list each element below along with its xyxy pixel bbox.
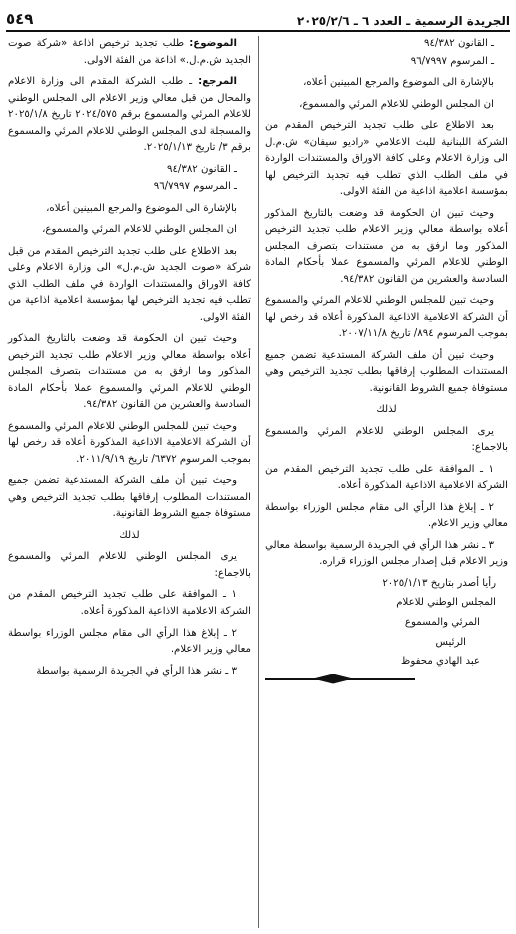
decision-item: ١ ـ الموافقة على طلب تجديد الترخيص المقدم من الشركة الاعلامية الاذاعية المذكورة أعلاه. bbox=[8, 589, 251, 617]
paragraph: وحيث تبين للمجلس الوطني للاعلام المرئي والمسموع أن الشركة الاعلامية الاذاعية المذكورة أعلاه قد رخص لها بموجب المرسوم ٦٣٧٢/ تاريخ ٢٠١١/٩/١٩. bbox=[8, 420, 251, 465]
therefore-heading: لذلك bbox=[376, 404, 397, 416]
page-header bbox=[6, 6, 510, 28]
decision-item: ١ ـ الموافقة على طلب تجديد الترخيص المقدم من الشركة الاعلامية الاذاعية المذكورة أعلاه. bbox=[265, 463, 508, 492]
subject-label: الموضوع: bbox=[189, 38, 237, 49]
paragraph: وحيث تبين أن ملف الشركة المستدعية تضمن جميع المستندات المطلوب إرفاقها بطلب تجديد الترخيص وهي مستوفاة جميع الشروط القانونية. bbox=[8, 475, 251, 520]
signature-role: الرئيس bbox=[435, 636, 466, 648]
ref-decree: ـ المرسوم ٩٦/٧٩٩٧ bbox=[153, 181, 237, 193]
paragraph: بعد الاطلاع على طلب تجديد الترخيص المقدم من الشركة اللبنانية للبث الاعلامي «راديو سيفان» ش.م.ل الى وزارة الاعلام وعلى كافة الاوراق والمستندات الواردة في ملف الطلب الذي تطلب فيه تجديد الترخيص لها بمؤسسة اعلامية اذاعية من الفئة الاولى. bbox=[265, 120, 508, 198]
ref-law: ـ القانون ٩٤/٣٨٢ bbox=[166, 163, 237, 175]
subject-text: طلب تجديد ترخيص اذاعة «شركة صوت الجديد ش.م.ل.» اذاعة من الفئة الاولى. bbox=[8, 38, 251, 66]
decision-intro: يرى المجلس الوطني للاعلام المرئي والمسموع بالاجماع: bbox=[265, 425, 508, 454]
decision-item: ٣ ـ نشر هذا الرأي في الجريدة الرسمية بواسطة معالي وزير الاعلام قبل إصدار مجلس الوزراء قراره. bbox=[265, 539, 508, 568]
paragraph: وحيث تبين أن ملف الشركة المستدعية تضمن جميع المستندات المطلوب إرفاقها بطلب تجديد الترخيص وهي مستوفاة جميع الشروط القانونية. bbox=[265, 349, 508, 394]
header-rule bbox=[6, 30, 510, 32]
right-column bbox=[265, 36, 508, 928]
signature-name: عبد الهادي محفوظ bbox=[400, 656, 480, 668]
end-ornament bbox=[265, 675, 508, 683]
therefore-heading: لذلك bbox=[119, 529, 140, 541]
reference-line bbox=[8, 74, 251, 157]
gazette-title: الجريدة الرسمية ـ العدد ٦ ـ ٢٠٢٥/٢/٦ bbox=[296, 14, 510, 28]
decision-item: ٢ ـ إبلاغ هذا الرأي الى مقام مجلس الوزراء بواسطة معالي وزير الاعلام. bbox=[265, 501, 508, 530]
paragraph: وحيث تبين ان الحكومة قد وضعت بالتاريخ المذكور أعلاه بواسطة معالي وزير الاعلام طلب تجديد الترخيص المذكور وما ارفق به من مستندات بتصرف المجلس الوطني للاعلام المرئي والمسموع عملا بأحكام المادة السادسة والعشرين من القانون ٩٤/٣٨٢. bbox=[265, 207, 508, 285]
signature-council: المجلس الوطني للاعلام bbox=[396, 597, 496, 609]
decision-item: ٢ ـ إبلاغ هذا الرأي الى مقام مجلس الوزراء بواسطة معالي وزير الاعلام. bbox=[8, 627, 251, 656]
subject-line bbox=[8, 36, 251, 69]
reference-text: ـ طلب الشركة المقدم الى وزارة الاعلام والمحال من قبل معالي وزير الاعلام الى المجلس الوطني للاعلام المرئي والمسموع برقم ٢٠٢٤/٥٧٥ تاريخ ٢٠٢٥/١/٨ والمسجلة لدى المجلس الوطني للاعلام المرئي والمسموع برقم ٣/ تاريخ ٢٠٢٥/١/١٣. bbox=[8, 76, 251, 154]
paragraph: بالإشارة الى الموضوع والمرجع المبينين أعلاه، bbox=[46, 202, 237, 214]
reference-label: المرجع: bbox=[198, 76, 237, 88]
ref-law: ـ القانون ٩٤/٣٨٢ bbox=[423, 38, 494, 49]
decision-intro: يرى المجلس الوطني للاعلام المرئي والمسموع بالاجماع: bbox=[8, 551, 251, 579]
signature-date: رأيا أصدر بتاريخ ٢٠٢٥/١/١٣ bbox=[382, 577, 496, 589]
signature-council: المرئي والمسموع bbox=[404, 616, 480, 628]
decision-item: ٣ ـ نشر هذا الرأي في الجريدة الرسمية بواسطة bbox=[36, 665, 237, 677]
page-number: ٥٤٩ bbox=[6, 10, 34, 28]
paragraph: ان المجلس الوطني للاعلام المرئي والمسموع، bbox=[42, 224, 237, 236]
paragraph: بعد الاطلاع على طلب تجديد الترخيص المقدم من قبل شركة «صوت الجديد ش.م.ل» الى وزارة الاعلام وعلى كافة الاوراق والمستندات الواردة في ملف الطلب الذي تطلب فيه تجديد الترخيص لها بمؤسسة اعلامية اذاعية من الفئة الاولى. bbox=[8, 245, 251, 323]
paragraph: بالإشارة الى الموضوع والمرجع المبينين أعلاه، bbox=[303, 77, 494, 89]
paragraph: ان المجلس الوطني للاعلام المرئي والمسموع، bbox=[299, 98, 494, 110]
paragraph: وحيث تبين للمجلس الوطني للاعلام المرئي والمسموع أن الشركة الاعلامية الاذاعية المذكورة أعلاه قد رخص لها بموجب المرسوم ٨٩٤/ تاريخ ٢٠٠٧/١١/٨. bbox=[265, 295, 508, 340]
column-divider bbox=[258, 36, 259, 928]
ref-decree: ـ المرسوم ٩٦/٧٩٩٧ bbox=[410, 55, 494, 67]
left-column bbox=[8, 36, 251, 928]
paragraph: وحيث تبين ان الحكومة قد وضعت بالتاريخ المذكور أعلاه بواسطة معالي وزير الاعلام طلب تجديد الترخيص المذكور وما ارفق به من مستندات بتصرف المجلس الوطني للاعلام المرئي والمسموع عملا بأحكام المادة السادسة والعشرين من القانون ٩٤/٣٨٢. bbox=[8, 333, 251, 411]
